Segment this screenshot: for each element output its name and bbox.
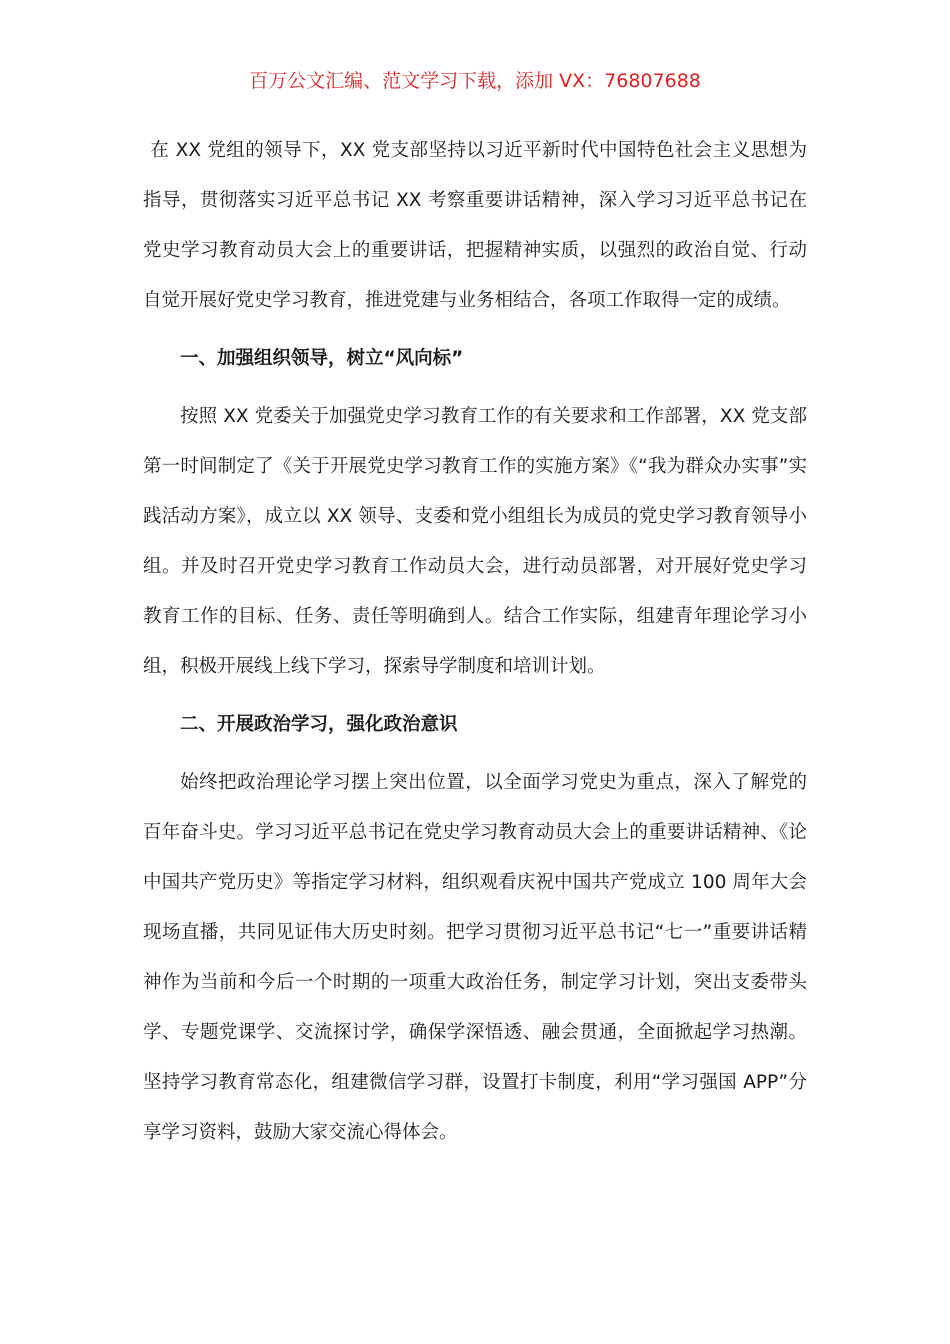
section-2-paragraph: 始终把政治理论学习摆上突出位置，以全面学习党史为重点，深入了解党的百年奋斗史。学习习近平总书记在党史学习教育动员大会上的重要讲话精神、《论中国共产党历史》等指定学习材料，组织观看庆祝中国共产党成立 100 周年大会现场直播，共同见证伟大历史时刻。把学习贯彻习近平总书记“七一”重要讲话精神作为当前和今后一个时期的一项重大政治任务，制定学习计划，突出支委带头学、专题党课学、交流探讨学，确保学深悟透、融会贯通，全面掀起学习热潮。坚持学习教育常态化，组建微信学习群，设置打卡制度，利用“学习强国 APP”分享学习资料，鼓励大家交流心得体会。 xyxy=(143,772,807,1143)
intro-paragraph: 在 XX 党组的领导下，XX 党支部坚持以习近平新时代中国特色社会主义思想为指导，贯彻落实习近平总书记 XX 考察重要讲话精神，深入学习习近平总书记在党史学习教育动员大会上的重要讲话，把握精神实质，以强烈的政治自觉、行动自觉开展好党史学习教育，推进党建与业务相结合，各项工作取得一定的成绩。 xyxy=(143,140,807,311)
header-banner: 百万公文汇编、范文学习下载，添加 VX：76807688 xyxy=(249,70,701,92)
section-1-paragraph: 按照 XX 党委关于加强党史学习教育工作的有关要求和工作部署，XX 党支部第一时间制定了《关于开展党史学习教育工作的实施方案》《“我为群众办实事”实践活动方案》，成立以 XX 领导、支委和党小组组长为成员的党史学习教育领导小组。并及时召开党史学习教育工作动员大会，进行动员部署，对开展好党史学习教育工作的目标、任务、责任等明确到人。结合工作实际，组建青年理论学习小组，积极开展线上线下学习，探索导学制度和培训计划。 xyxy=(143,406,807,677)
section-1-heading: 一、加强组织领导，树立“风向标” xyxy=(180,348,464,369)
section-2-heading: 二、开展政治学习，强化政治意识 xyxy=(180,714,458,735)
document-body xyxy=(143,126,807,1158)
